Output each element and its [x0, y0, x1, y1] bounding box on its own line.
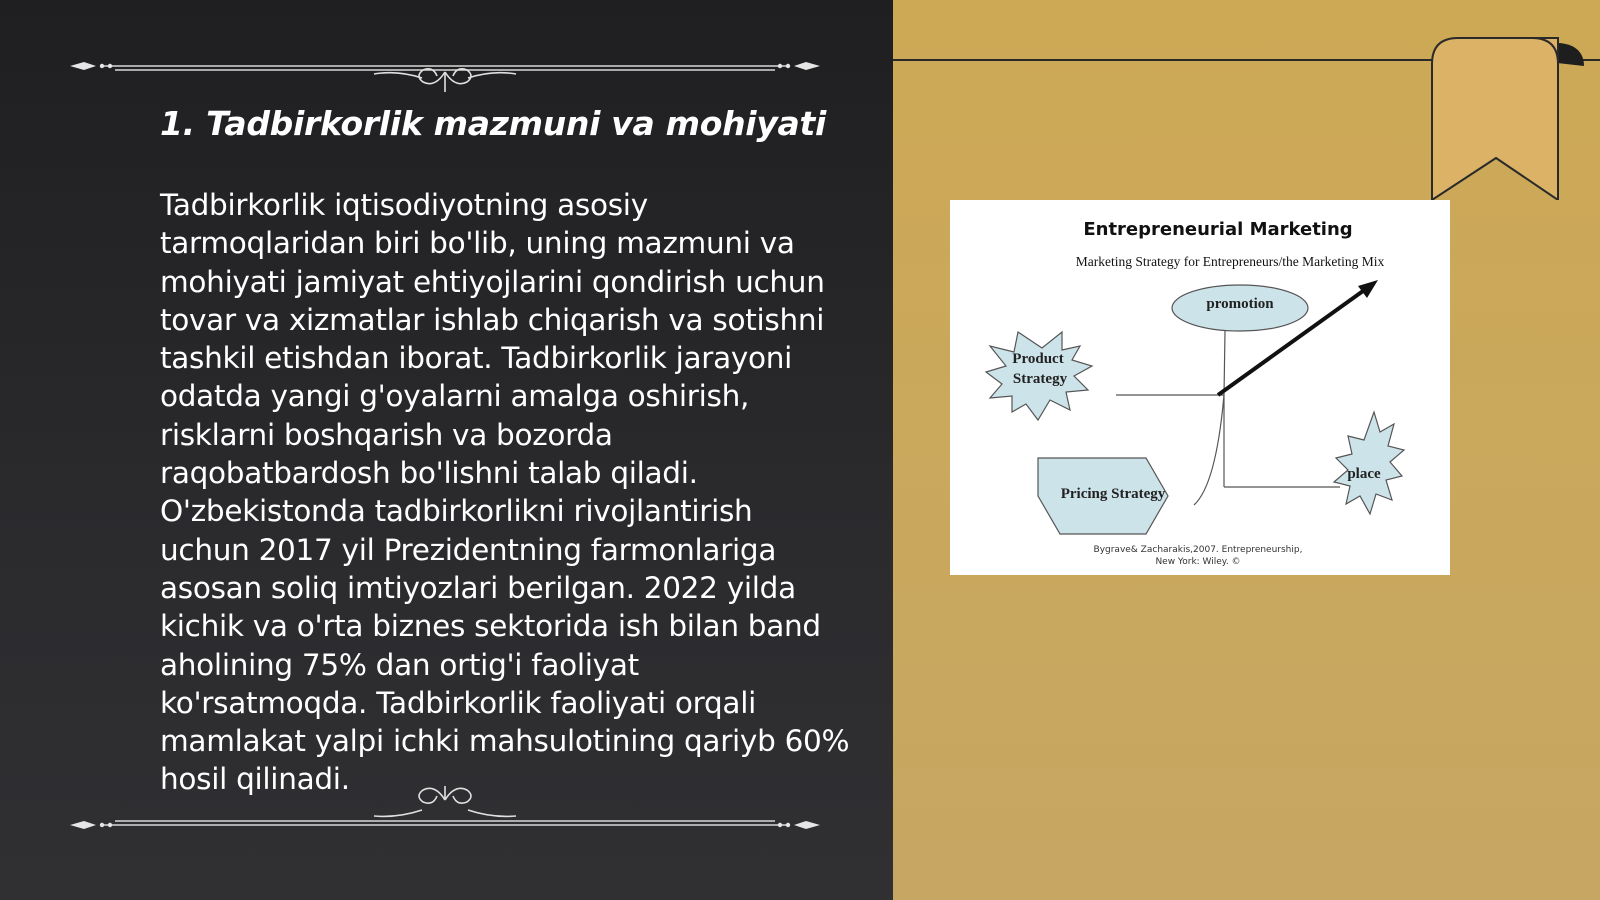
place-node [1334, 412, 1404, 514]
figure-subtitle: Marketing Strategy for Entrepreneurs/the Marketing Mix [1075, 254, 1385, 269]
product-strategy-label-line1: Product [1012, 351, 1064, 367]
citation-line2: New York: Wiley. © [1155, 557, 1241, 567]
citation-line1: Bygrave& Zacharakis,2007. Entrepreneurship, [1093, 545, 1303, 555]
place-label: place [1347, 466, 1381, 482]
product-strategy-label-line2: Strategy [1012, 371, 1068, 387]
slide-body-text: Tadbirkorlik iqtisodiyotning asosiy tarmoqlaridan biri bo'lib, uning mazmuni va mohiyati jamiyat ehtiyojlarini qondirish uchun tovar va xizmatlar ishlab chiqarish va sotishni tashkil etishdan iborat. Tadbirkorlik jarayoni odatda yangi g'oyalarni amalga oshirish, risklarni boshqarish va bozorda raqobatbardosh bo'lishni talab qiladi. O'zbekistonda tadbirkorlikni rivojlantirish uchun 2017 yil Prezidentning farmonlariga asosan soliq imtiyozlari berilgan. 2022 yilda kichik va o'rta biznes sektorida ish bilan band aholining 75% dan ortig'i faoliyat ko'rsatmoqda. Tadbirkorlik faoliyati orqali mamlakat yalpi ichki mahsulotining qariyb 60% hosil qilinadi. [160, 188, 850, 797]
promotion-label: promotion [1206, 296, 1274, 312]
figure-title: Entrepreneurial Marketing [1083, 219, 1353, 240]
top-ornament-divider [60, 40, 830, 100]
bookmark-ribbon-icon [1430, 34, 1590, 200]
marketing-mix-figure [950, 200, 1450, 575]
pricing-strategy-label: Pricing Strategy [1060, 486, 1166, 502]
slide-title: 1. Tadbirkorlik mazmuni va mohiyati [160, 104, 826, 143]
marketing-mix-diagram [950, 200, 1450, 575]
arrow-head-icon [1358, 280, 1378, 298]
